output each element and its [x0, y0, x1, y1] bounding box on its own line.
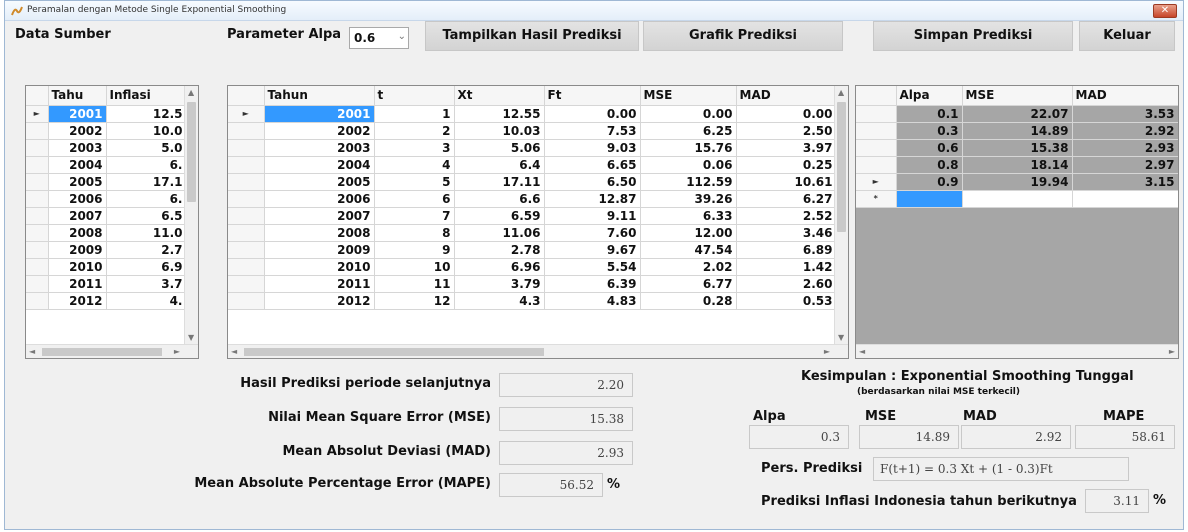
row-header[interactable] [26, 241, 48, 258]
table-cell[interactable]: 6.65 [544, 156, 640, 173]
table-cell[interactable]: 2.7 [106, 241, 186, 258]
simpan-prediksi-button[interactable]: Simpan Prediksi [873, 21, 1073, 51]
table-cell[interactable]: 2 [374, 122, 454, 139]
table-cell[interactable]: 47.54 [640, 241, 736, 258]
column-header-alpa[interactable]: Alpa [896, 86, 962, 105]
scroll-left-icon[interactable]: ◄ [859, 347, 866, 356]
table-cell[interactable]: 9 [374, 241, 454, 258]
table-cell[interactable]: 3 [374, 139, 454, 156]
table-cell[interactable]: 6.59 [454, 207, 544, 224]
table-cell[interactable]: 0.00 [544, 105, 640, 122]
table-cell[interactable]: 0.1 [896, 105, 962, 122]
row-header-corner [228, 86, 264, 105]
table-row[interactable] [228, 173, 836, 190]
table-cell[interactable]: 0.25 [736, 156, 836, 173]
row-header[interactable] [228, 241, 264, 258]
table-cell[interactable]: 2005 [264, 173, 374, 190]
column-header-xt[interactable]: Xt [454, 86, 544, 105]
row-header[interactable] [26, 224, 48, 241]
table-cell[interactable]: 2012 [264, 292, 374, 309]
table-cell[interactable]: 10.03 [454, 122, 544, 139]
table-row[interactable] [26, 241, 186, 258]
table-cell[interactable]: 6.50 [544, 173, 640, 190]
table-row[interactable] [228, 275, 836, 292]
table-row[interactable] [26, 105, 186, 122]
table-cell[interactable]: 2004 [48, 156, 106, 173]
scroll-right-icon[interactable]: ► [1168, 347, 1175, 356]
table-cell[interactable]: 2005 [48, 173, 106, 190]
table-row[interactable] [26, 190, 186, 207]
conclusion-mse-field[interactable]: 14.89 [859, 425, 959, 449]
table-cell[interactable]: 6.25 [640, 122, 736, 139]
table-cell[interactable]: 2009 [264, 241, 374, 258]
row-pointer-icon[interactable]: ► [856, 173, 896, 190]
table-cell[interactable]: 22.07 [962, 105, 1072, 122]
column-header-mse[interactable]: MSE [640, 86, 736, 105]
table-row[interactable] [228, 292, 836, 309]
table-cell[interactable]: 0.3 [896, 122, 962, 139]
table-cell[interactable]: 6.33 [640, 207, 736, 224]
source-data-grid[interactable] [25, 85, 199, 359]
table-cell[interactable]: 2.78 [454, 241, 544, 258]
table-row[interactable] [26, 156, 186, 173]
table-row[interactable] [26, 122, 186, 139]
new-row-icon[interactable]: * [856, 190, 896, 207]
hasil-prediksi-field[interactable]: 2.20 [499, 373, 633, 397]
prediction-horizontal-scrollbar[interactable] [228, 344, 848, 358]
new-row[interactable] [856, 190, 1178, 207]
table-cell[interactable]: 2006 [48, 190, 106, 207]
table-cell[interactable]: 12.00 [640, 224, 736, 241]
table-cell[interactable]: 6.6 [454, 190, 544, 207]
table-cell[interactable]: 15.38 [962, 139, 1072, 156]
table-cell[interactable]: 0.00 [736, 105, 836, 122]
alpha-select-value: 0.6 [354, 31, 376, 45]
table-cell[interactable]: 9.03 [544, 139, 640, 156]
table-cell[interactable]: 7 [374, 207, 454, 224]
scroll-right-icon[interactable]: ► [823, 347, 830, 356]
table-cell[interactable]: 5.0 [106, 139, 186, 156]
scroll-thumb[interactable] [187, 102, 196, 202]
table-cell[interactable]: 0.8 [896, 156, 962, 173]
tampilkan-hasil-prediksi-button[interactable]: Tampilkan Hasil Prediksi [425, 21, 639, 51]
table-cell[interactable]: 15.76 [640, 139, 736, 156]
table-cell[interactable]: 2007 [48, 207, 106, 224]
table-cell[interactable]: 17.1 [106, 173, 186, 190]
table-cell[interactable]: 4 [374, 156, 454, 173]
mse-field[interactable]: 15.38 [499, 407, 633, 431]
table-cell[interactable]: 0.9 [896, 173, 962, 190]
table-cell[interactable]: 2007 [264, 207, 374, 224]
table-cell[interactable]: 2010 [264, 258, 374, 275]
table-cell[interactable]: 6.9 [106, 258, 186, 275]
table-cell[interactable]: 2008 [48, 224, 106, 241]
row-header[interactable] [228, 122, 264, 139]
chevron-down-icon[interactable]: ⌄ [397, 31, 406, 42]
table-cell[interactable]: 2006 [264, 190, 374, 207]
row-header[interactable] [26, 258, 48, 275]
conclusion-mad-field[interactable]: 2.92 [961, 425, 1071, 449]
row-header[interactable] [856, 105, 896, 122]
table-cell[interactable]: 2008 [264, 224, 374, 241]
table-cell[interactable] [896, 190, 962, 207]
table-cell[interactable]: 2.60 [736, 275, 836, 292]
row-header[interactable] [26, 190, 48, 207]
pers-prediksi-field[interactable]: F(t+1) = 0.3 Xt + (1 - 0.3)Ft [873, 457, 1129, 481]
table-cell[interactable] [1072, 190, 1178, 207]
column-header-tahun[interactable]: Tahun [264, 86, 374, 105]
row-header[interactable] [228, 258, 264, 275]
row-header[interactable] [26, 173, 48, 190]
table-cell[interactable]: 2003 [264, 139, 374, 156]
table-cell[interactable]: 6.77 [640, 275, 736, 292]
row-header[interactable] [26, 207, 48, 224]
table-row[interactable] [26, 207, 186, 224]
kesimpulan-title: Kesimpulan : Exponential Smoothing Tunggal [801, 369, 1134, 384]
column-header-tahun[interactable]: Tahu [48, 86, 106, 105]
parameter-alpa-label: Parameter Alpa [227, 27, 342, 42]
scroll-down-icon[interactable]: ▼ [188, 333, 195, 342]
table-cell[interactable]: 9.11 [544, 207, 640, 224]
table-cell[interactable]: 2012 [48, 292, 106, 309]
table-cell[interactable]: 6.4 [454, 156, 544, 173]
table-cell[interactable]: 3.79 [454, 275, 544, 292]
row-header[interactable] [26, 122, 48, 139]
table-cell[interactable]: 0.00 [640, 105, 736, 122]
table-cell[interactable]: 6. [106, 190, 186, 207]
column-header-mad[interactable]: MAD [736, 86, 836, 105]
row-header[interactable] [228, 292, 264, 309]
conclusion-alpa-label: Alpa [753, 409, 786, 424]
conclusion-mape-label: MAPE [1103, 409, 1145, 424]
prediction-grid[interactable] [227, 85, 849, 359]
source-horizontal-scrollbar[interactable] [26, 344, 198, 358]
row-header-corner [856, 86, 896, 105]
mse-label: Nilai Mean Square Error (MSE) [268, 410, 491, 425]
hasil-prediksi-label: Hasil Prediksi periode selanjutnya [240, 376, 491, 391]
table-row[interactable] [26, 139, 186, 156]
table-cell[interactable]: 2011 [264, 275, 374, 292]
scroll-thumb[interactable] [244, 348, 544, 356]
conclusion-mse-label: MSE [865, 409, 897, 424]
row-header[interactable] [228, 173, 264, 190]
mad-label: Mean Absolut Deviasi (MAD) [282, 444, 491, 459]
row-pointer-icon[interactable]: ► [26, 105, 48, 122]
table-cell[interactable]: 4.83 [544, 292, 640, 309]
table-cell[interactable]: 2002 [264, 122, 374, 139]
table-row[interactable] [228, 224, 836, 241]
table-cell[interactable]: 8 [374, 224, 454, 241]
kesimpulan-note: (berdasarkan nilai MSE terkecil) [857, 387, 1020, 397]
table-row[interactable] [856, 139, 1178, 156]
table-row[interactable] [228, 122, 836, 139]
table-row[interactable] [856, 173, 1178, 190]
row-header-corner [26, 86, 48, 105]
table-cell[interactable]: 2009 [48, 241, 106, 258]
table-cell[interactable]: 18.14 [962, 156, 1072, 173]
table-cell[interactable]: 39.26 [640, 190, 736, 207]
scroll-down-icon[interactable]: ▼ [838, 333, 845, 342]
table-row[interactable] [228, 241, 836, 258]
table-cell[interactable]: 6. [106, 156, 186, 173]
conclusion-mape-field[interactable]: 58.61 [1075, 425, 1175, 449]
table-cell[interactable]: 17.11 [454, 173, 544, 190]
table-cell[interactable]: 6.39 [544, 275, 640, 292]
prediksi-inflasi-label: Prediksi Inflasi Indonesia tahun berikutnya [761, 494, 1077, 509]
alpha-horizontal-scrollbar[interactable] [856, 344, 1178, 358]
row-header[interactable] [856, 139, 896, 156]
row-header[interactable] [228, 139, 264, 156]
table-row[interactable] [228, 105, 836, 122]
column-header-mse[interactable]: MSE [962, 86, 1072, 105]
table-cell[interactable]: 0.06 [640, 156, 736, 173]
table-cell[interactable]: 5 [374, 173, 454, 190]
data-sumber-label: Data Sumber [15, 27, 111, 42]
alpha-comparison-grid[interactable] [855, 85, 1179, 359]
table-cell[interactable]: 12 [374, 292, 454, 309]
table-cell[interactable]: 7.60 [544, 224, 640, 241]
row-pointer-icon[interactable]: ► [228, 105, 264, 122]
table-cell[interactable]: 2011 [48, 275, 106, 292]
table-cell[interactable]: 9.67 [544, 241, 640, 258]
row-header[interactable] [26, 139, 48, 156]
table-cell[interactable]: 4. [106, 292, 186, 309]
row-header[interactable] [856, 156, 896, 173]
table-cell[interactable]: 19.94 [962, 173, 1072, 190]
table-cell[interactable]: 2.92 [1072, 122, 1178, 139]
row-header[interactable] [26, 275, 48, 292]
table-cell[interactable]: 2.93 [1072, 139, 1178, 156]
table-cell[interactable]: 11 [374, 275, 454, 292]
table-cell[interactable]: 6 [374, 190, 454, 207]
scroll-right-icon[interactable]: ► [173, 347, 180, 356]
table-cell[interactable]: 14.89 [962, 122, 1072, 139]
row-header[interactable] [228, 224, 264, 241]
scroll-up-icon[interactable]: ▲ [838, 88, 845, 97]
table-row[interactable] [228, 207, 836, 224]
table-row[interactable] [26, 275, 186, 292]
table-cell[interactable]: 4.3 [454, 292, 544, 309]
table-cell[interactable]: 10.0 [106, 122, 186, 139]
table-cell[interactable] [962, 190, 1072, 207]
close-button[interactable]: ✕ [1153, 4, 1177, 18]
table-cell[interactable]: 112.59 [640, 173, 736, 190]
table-cell[interactable]: 2.50 [736, 122, 836, 139]
table-cell[interactable]: 3.97 [736, 139, 836, 156]
column-header-inflasi[interactable]: Inflasi [106, 86, 186, 105]
table-cell[interactable]: 3.46 [736, 224, 836, 241]
table-cell[interactable]: 0.53 [736, 292, 836, 309]
table-cell[interactable]: 1.42 [736, 258, 836, 275]
table-cell[interactable]: 1 [374, 105, 454, 122]
row-header[interactable] [26, 292, 48, 309]
alpha-select[interactable] [349, 27, 409, 49]
table-cell[interactable]: 7.53 [544, 122, 640, 139]
table-cell[interactable]: 10.61 [736, 173, 836, 190]
table-cell[interactable]: 0.6 [896, 139, 962, 156]
pers-prediksi-label: Pers. Prediksi [761, 461, 863, 476]
table-cell[interactable]: 12.5 [106, 105, 186, 122]
table-cell[interactable]: 12.55 [454, 105, 544, 122]
conclusion-alpa-field[interactable]: 0.3 [749, 425, 849, 449]
source-vertical-scrollbar[interactable] [184, 86, 198, 344]
table-cell[interactable]: 2001 [48, 105, 106, 122]
scroll-left-icon[interactable]: ◄ [29, 347, 36, 356]
keluar-button[interactable]: Keluar [1079, 21, 1175, 51]
prediction-vertical-scrollbar[interactable] [834, 86, 848, 344]
table-cell[interactable]: 6.27 [736, 190, 836, 207]
column-header-ft[interactable]: Ft [544, 86, 640, 105]
table-cell[interactable]: 6.96 [454, 258, 544, 275]
table-cell[interactable]: 3.15 [1072, 173, 1178, 190]
scroll-thumb[interactable] [42, 348, 162, 356]
table-cell[interactable]: 11.0 [106, 224, 186, 241]
table-row[interactable] [228, 139, 836, 156]
table-cell[interactable]: 11.06 [454, 224, 544, 241]
table-row[interactable] [228, 190, 836, 207]
table-cell[interactable]: 5.54 [544, 258, 640, 275]
row-header[interactable] [228, 156, 264, 173]
mad-field[interactable]: 2.93 [499, 441, 633, 465]
mape-label: Mean Absolute Percentage Error (MAPE) [194, 476, 491, 491]
row-header[interactable] [26, 156, 48, 173]
table-row[interactable] [228, 156, 836, 173]
scroll-left-icon[interactable]: ◄ [231, 347, 238, 356]
table-row[interactable] [26, 258, 186, 275]
table-row[interactable] [26, 292, 186, 309]
row-header[interactable] [228, 207, 264, 224]
table-cell[interactable]: 2004 [264, 156, 374, 173]
table-row[interactable] [26, 224, 186, 241]
table-cell[interactable]: 2.52 [736, 207, 836, 224]
column-header-t[interactable]: t [374, 86, 454, 105]
prediksi-percent-label: % [1153, 493, 1167, 508]
prediksi-inflasi-field[interactable]: 3.11 [1085, 489, 1149, 513]
row-header[interactable] [228, 275, 264, 292]
table-cell[interactable]: 2.02 [640, 258, 736, 275]
column-header-mad[interactable]: MAD [1072, 86, 1178, 105]
table-row[interactable] [228, 258, 836, 275]
table-row[interactable] [856, 156, 1178, 173]
app-icon [11, 5, 23, 17]
table-cell[interactable]: 2001 [264, 105, 374, 122]
table-cell[interactable]: 3.7 [106, 275, 186, 292]
conclusion-mad-label: MAD [963, 409, 997, 424]
table-cell[interactable]: 2003 [48, 139, 106, 156]
mape-percent-label: % [607, 477, 621, 492]
table-row[interactable] [856, 122, 1178, 139]
table-cell[interactable]: 3.53 [1072, 105, 1178, 122]
window-title: Peramalan dengan Metode Single Exponential Smoothing [27, 5, 287, 15]
table-cell[interactable]: 12.87 [544, 190, 640, 207]
table-cell[interactable]: 2.97 [1072, 156, 1178, 173]
table-cell[interactable]: 2010 [48, 258, 106, 275]
mape-field[interactable]: 56.52 [499, 473, 603, 497]
table-cell[interactable]: 5.06 [454, 139, 544, 156]
table-row[interactable] [856, 105, 1178, 122]
row-header[interactable] [228, 190, 264, 207]
grafik-prediksi-button[interactable]: Grafik Prediksi [643, 21, 843, 51]
app-window [4, 0, 1184, 530]
table-cell[interactable]: 2002 [48, 122, 106, 139]
scroll-up-icon[interactable]: ▲ [188, 88, 195, 97]
table-cell[interactable]: 10 [374, 258, 454, 275]
table-cell[interactable]: 0.28 [640, 292, 736, 309]
table-row[interactable] [26, 173, 186, 190]
row-header[interactable] [856, 122, 896, 139]
table-cell[interactable]: 6.5 [106, 207, 186, 224]
table-cell[interactable]: 6.89 [736, 241, 836, 258]
scroll-thumb[interactable] [837, 102, 846, 232]
title-bar [5, 1, 1183, 21]
